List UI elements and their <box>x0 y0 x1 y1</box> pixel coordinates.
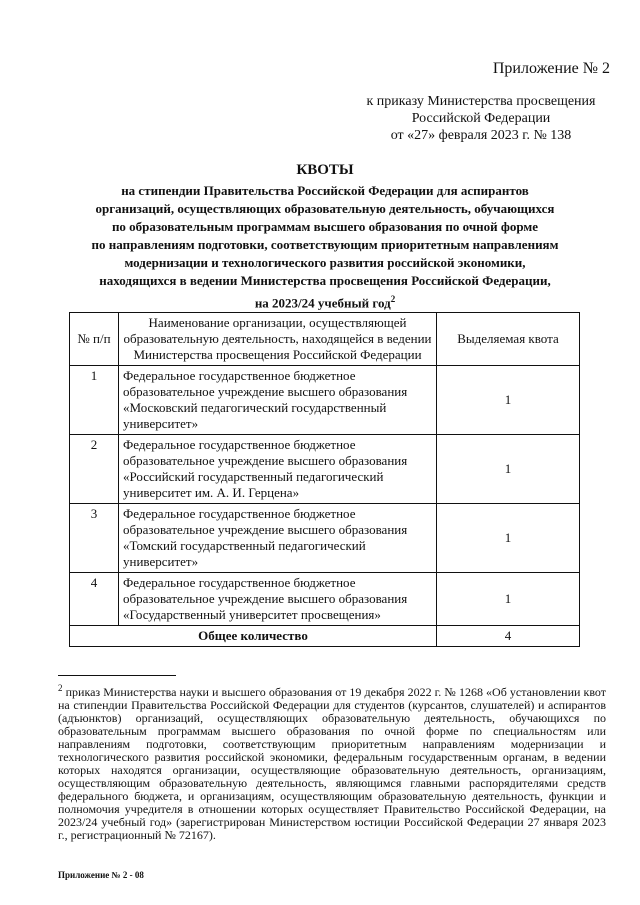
appendix-number: Приложение № 2 <box>492 60 610 77</box>
subtitle-line: на 2023/24 учебный год <box>254 295 391 311</box>
document-title: КВОТЫ <box>296 162 354 178</box>
footnote <box>58 682 606 842</box>
order-line: Российской Федерации <box>411 111 551 126</box>
table-row <box>70 366 580 435</box>
total-label: Общее количество <box>70 626 437 647</box>
row-quota: 1 <box>437 435 580 504</box>
row-quota: 1 <box>437 573 580 626</box>
subtitle-line: модернизации и технологического развития российской экономики, <box>124 255 526 270</box>
order-line: от «27» февраля 2023 г. № 138 <box>390 128 572 143</box>
table-row <box>70 435 580 504</box>
row-num: 3 <box>70 504 119 573</box>
header-organization: Наименование организации, осуществляющей образовательную деятельность, находящейся в ведении Министерства просвещения Российской Федерации <box>119 313 437 366</box>
footnote-text: приказ Министерства науки и высшего образования от 19 декабря 2022 г. № 1268 «Об установлении квот на стипендии Правительства Российской Федерации для студентов (курсантов, слушателей) и аспирантов (адъюнктов) организаций, осуществляющих образовательную деятельность, обучающихся по образовательным программам высшего образования по очной форме по специальностям или направлениям подготовки, соответствующим приоритетным направлениям модернизации и технологического развития российской экономики, федеральным государственным органам, в ведении которых находятся организации, осуществляющие образовательную деятельность, организациям, осуществляющим образовательную деятельность, являющимся главными распорядителями средств федерального бюджета, и организациям, осуществляющим образовательную деятельность, функции и полномочия учредителя в отношении которых осуществляет Правительство Российской Федерации, на 2023/24 учебный год» (зарегистрирован Министерством юстиции Российской Федерации 27 января 2023 г., регистрационный № 72167). <box>58 685 607 842</box>
subtitle-line: находящихся в ведении Министерства просвещения Российской Федерации, <box>99 273 551 288</box>
table-total-row <box>70 626 580 647</box>
order-reference <box>356 93 606 144</box>
footnote-divider <box>58 675 176 676</box>
row-organization: Федеральное государственное бюджетное образовательное учреждение высшего образования «Государственный университет просвещения» <box>119 573 437 626</box>
total-value: 4 <box>437 626 580 647</box>
row-num: 2 <box>70 435 119 504</box>
subtitle-line: по направлениям подготовки, соответствующим приоритетным направлениям <box>91 237 559 252</box>
subtitle-line: организаций, осуществляющих образовательную деятельность, обучающихся <box>95 201 555 216</box>
row-quota: 1 <box>437 504 580 573</box>
row-organization: Федеральное государственное бюджетное образовательное учреждение высшего образования «Российский государственный педагогический университет им. А. И. Герцена» <box>119 435 437 504</box>
document-subtitle <box>40 182 610 312</box>
quota-table <box>69 312 580 647</box>
footnote-mark: 2 <box>58 683 63 693</box>
header-num: № п/п <box>70 313 119 366</box>
table-header-row <box>70 313 580 366</box>
page-footer: Приложение № 2 - 08 <box>58 870 144 880</box>
row-num: 1 <box>70 366 119 435</box>
subtitle-line: по образовательным программам высшего образования по очной форме <box>111 219 539 234</box>
row-organization: Федеральное государственное бюджетное образовательное учреждение высшего образования «Московский педагогический государственный университет» <box>119 366 437 435</box>
table-row <box>70 504 580 573</box>
subtitle-line-last <box>40 290 610 312</box>
row-quota: 1 <box>437 366 580 435</box>
footnote-reference: 2 <box>390 294 396 304</box>
order-line: к приказу Министерства просвещения <box>366 94 596 109</box>
row-num: 4 <box>70 573 119 626</box>
table-row <box>70 573 580 626</box>
subtitle-line: на стипендии Правительства Российской Федерации для аспирантов <box>121 183 529 198</box>
row-organization: Федеральное государственное бюджетное образовательное учреждение высшего образования «Томский государственный педагогический университет» <box>119 504 437 573</box>
header-quota: Выделяемая квота <box>437 313 580 366</box>
